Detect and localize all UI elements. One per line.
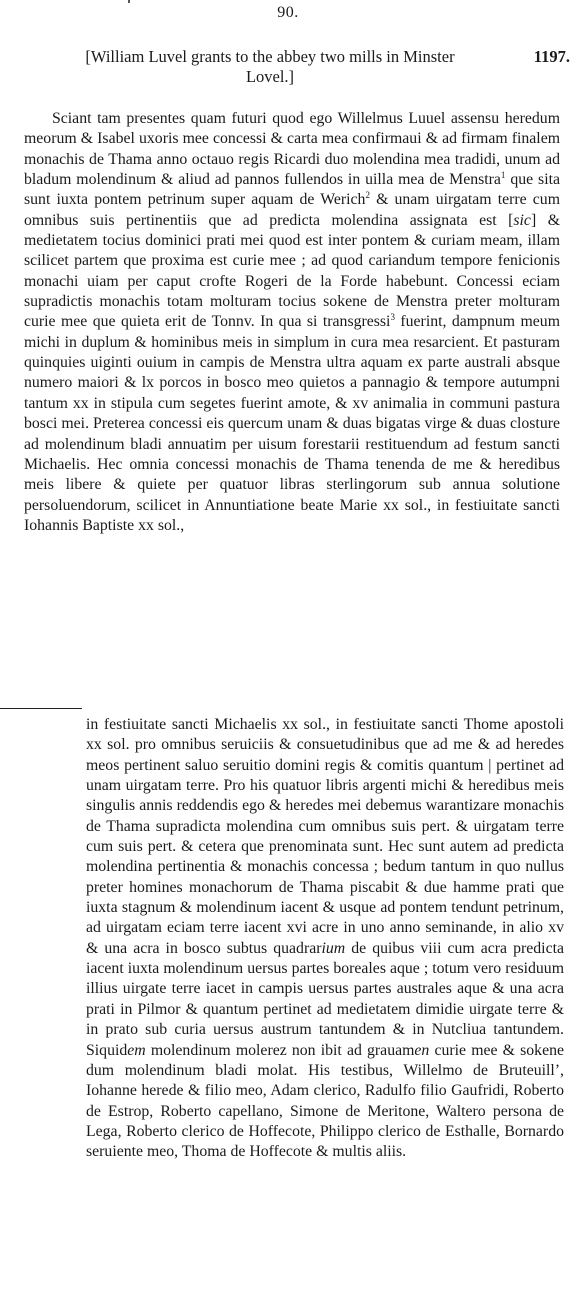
text-run: Sciant tam presentes quam futuri quod ego Willelmus Luuel assensu heredum meorum & Isabel uxoris mee concessi & carta mea confirmaui & ad firmam finalem monachis de Thama anno octauo regis Ricardi duo molendina mea tradidi, unum ad bladum molendinum & aliud ad pannos fullendos in uilla mea de Menstra [24, 110, 560, 189]
charter-paragraph-continued [86, 715, 564, 1163]
text-run: curie mee & sokene dum molendinum bladi molat. His testibus, Willelmo de Bruteuill’, Iohanne herede & filio meo, Adam clerico, Radulfo filio Gaufridi, Roberto de Estrop, Roberto capellano, Simone de Meritone, Waltero persona de Lega, Roberto clerico de Hoffecote, Philippo clerico de Esthalle, Bornardo seruiente meo, Thoma de Hoffecote & multis aliis. [86, 1041, 564, 1161]
footnote-marker: 2 [365, 190, 370, 201]
text-run: molendinum molerez non ibit ad grauam [145, 1041, 415, 1059]
charter-heading: [William Luvel grants to the abbey two mills in Minster Lovel.] [85, 47, 455, 86]
italic-text: en [414, 1041, 430, 1059]
text-run: & unam uirgatam terre cum omnibus suis pertinentiis que ad predicta molendina assignata est [ [24, 191, 560, 229]
charter-year: 1197. [533, 47, 570, 66]
italic-text: ium [321, 939, 346, 957]
page-number: 90. [277, 4, 299, 21]
footnote-marker: 3 [390, 312, 395, 323]
text-run: fuerint, dampnum meum michi in duplum & hominibus meis in simplum in cura mea resarcient. Et pasturam quinquies uiginti ouium in campis de Menstra ultra aquam ex parte australi absque numero maiori & lx porcos in bosco meo quietos a pannagio & tempore autumpni tantum xx in stipula cum segetes fuerint amote, & xv animalia in communi pastura bosci mei. Preterea concessi eis quercum unam & duas bigatas virge & duas closture ad molendinum bladi annuatim per uisum forestarii restituendum ad festum sancti Michaelis. Hec omnia concessi monachis de Thama tenenda de me & heredibus meis libere & quiete per quatuor libras sterlingorum sub annua solutione persoluendorum, scilicet in Annuntiatione beate Marie xx sol., in festiuitate sancti Iohannis Baptiste xx sol., [24, 313, 560, 534]
charter-paragraph [24, 109, 560, 536]
print-speck [128, 0, 130, 3]
text-run: ] & medietatem tocius dominici prati mei quod est inter pontem & curiam meam, illam scilicet partem que proxima est curie mee ; ad quod cariandum tempore fenicionis monachi uiam per caput crofte Rogeri de la Forde habebunt. Concessi eciam supradictis monachis totam molturam tocius sokene de Menstra preter molturam curie mee que quieta erit de Tonnv. In qua si transgressi [24, 211, 560, 331]
footnote-marker: 1 [500, 170, 506, 181]
column-divider [0, 708, 82, 709]
italic-text: sic [513, 211, 531, 229]
text-run: de quibus viii cum acra predicta iacent iuxta molendinum uersus partes boreales aque ; totum vero residuum illius uirgate terre iacet in campis uersus partes australes aque & una acra prati in Pilmor & quantum pertinet ad medietatem dimidie uirgate terre & in prato sub curia uersus austrum tantundem & in Nutcliua tantundem. Siquid [86, 939, 564, 1059]
text-run: in festiuitate sancti Michaelis xx sol., in festiuitate sancti Thome apostoli xx sol. pro omnibus seruiciis & consuetudinibus que ad me & ad heredes meos pertinent saluo seruitio domini regis & comitis quantum | pertinet ad unam uirgatam terre. Pro his quatuor libris argenti michi & heredibus meis singulis annis reddendis ego & heredes mei debemus warantizare monachis de Thama supradicta molendina cum omnibus suis pert. & uirgatam terre cum suis pert. & cetera que prenominata sunt. Hec sunt autem ad predicta molendina pertinentia & monachis concessa ; bedum tantum in quo nullus preter homines monachorum de Thama piscabit & due hamme prati que iuxta stagnum & molendinum iacent & usque ad pontem tendunt petrinum, ad uirgatam eciam terre iacent xvi acre in uno anno seminande, in alio xv & una acra in bosco subtus quadrar [86, 716, 564, 957]
text-run: que sita sunt iuxta pontem petrinum super aquam de Werich [24, 171, 560, 209]
italic-text: em [127, 1041, 146, 1059]
